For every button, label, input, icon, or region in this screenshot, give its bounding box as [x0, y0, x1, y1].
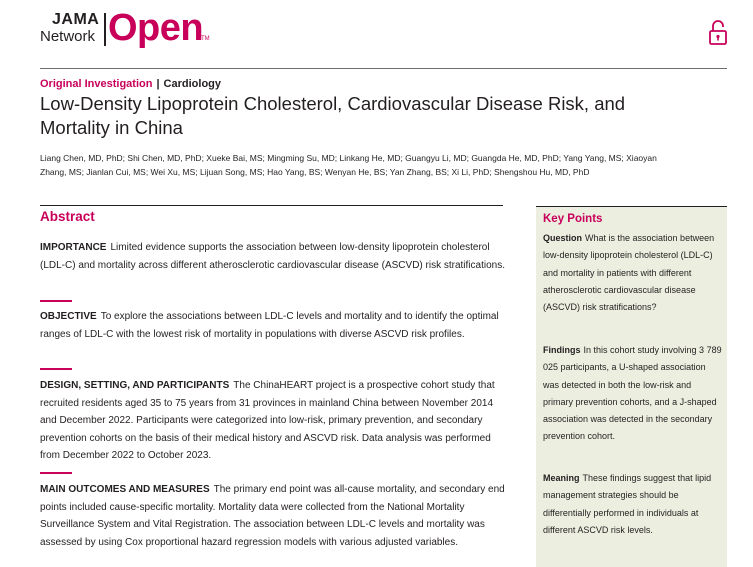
section-text: Limited evidence supports the association between low-density lipoprotein cholesterol (LDL-C) and mortality across different atherosclerotic cardiovascular disease (ASCVD) risk stratifications. [40, 242, 505, 271]
section-label: DESIGN, SETTING, AND PARTICIPANTS [40, 380, 230, 391]
key-point-label: Findings [543, 345, 581, 355]
abstract-rule [40, 205, 503, 206]
section-text: The primary end point was all-cause mortality, and secondary end points included cause-specific mortality. Mortality data were collected from the National Mortality Surveillance System and Vital Registration. The association between LDL-C levels and mortality was assessed by using Cox proportional hazard regression models with various adjusted variables. [40, 484, 505, 548]
article-category[interactable]: Cardiology [163, 78, 221, 90]
logo-jama-text: JAMA [52, 11, 100, 28]
logo-divider [104, 13, 106, 46]
key-point-meaning [543, 470, 723, 539]
section-divider [40, 472, 72, 474]
logo-open-text: Open [108, 7, 204, 49]
kicker-separator: | [156, 78, 160, 90]
abstract-importance [40, 239, 508, 274]
logo-trademark: TM [201, 36, 210, 42]
abstract-outcomes [40, 481, 508, 551]
author-list: Liang Chen, MD, PhD; Shi Chen, MD, PhD; Xueke Bai, MS; Mingming Su, MD; Linkang He, MD; Guangyu Li, MD; Guangda He, MD, PhD; Yang Yang, MS; Xiaoyan Zhang, MS; Jianlan Cui, MS; Wei Xu, MS; Lijuan Song, MS; Hao Yang, BS; Wenyan He, BS; Yan Zhang, BS; Xi Li, PhD; Shengshou Hu, MD, PhD [40, 153, 657, 177]
key-points-rule [536, 206, 727, 207]
article-title: Low-Density Lipoprotein Cholesterol, Cardiovascular Disease Risk, and Mortality in China [40, 93, 626, 138]
header-rule [40, 68, 727, 69]
key-point-text: These findings suggest that lipid management strategies should be differentially performed in individuals at different ASCVD risk levels. [543, 473, 712, 535]
key-point-question [543, 230, 723, 316]
section-divider [40, 368, 72, 370]
key-point-text: What is the association between low-density lipoprotein cholesterol (LDL-C) and mortality in patients with different atherosclerotic cardiovascular disease (ASCVD) risk stratifications? [543, 233, 715, 313]
section-text: To explore the associations between LDL-C levels and mortality and to identify the optimal ranges of LDL-C with the lowest risk of mortality in populations with diverse ASCVD risk profiles. [40, 311, 499, 340]
section-label: OBJECTIVE [40, 311, 97, 322]
key-points-heading: Key Points [543, 213, 603, 225]
section-text: The ChinaHEART project is a prospective cohort study that recruited residents aged 35 to 75 years from 31 provinces in mainland China between November 2014 and December 2022. Participants were categorized into low-risk, primary prevention, and secondary prevention cohorts on the basis of their medical history and ASCVD risk. Data analysis was performed from December 2022 to October 2023. [40, 380, 495, 461]
abstract-objective [40, 308, 508, 343]
open-lock-icon[interactable] [708, 18, 728, 46]
abstract-heading: Abstract [40, 209, 95, 224]
section-label: MAIN OUTCOMES AND MEASURES [40, 484, 210, 495]
article-type[interactable]: Original Investigation [40, 78, 153, 90]
key-point-findings [543, 342, 723, 446]
logo-network-text: Network [40, 28, 96, 45]
key-point-text: In this cohort study involving 3 789 025 participants, a U-shaped association was detected in both the low-risk and primary prevention cohorts, and a J-shaped association was detected in the secondary prevention cohort. [543, 345, 722, 442]
key-point-label: Question [543, 233, 583, 243]
key-point-label: Meaning [543, 473, 580, 483]
section-label: IMPORTANCE [40, 242, 107, 253]
article-kicker [40, 77, 221, 91]
section-divider [40, 300, 72, 302]
abstract-design [40, 377, 508, 465]
